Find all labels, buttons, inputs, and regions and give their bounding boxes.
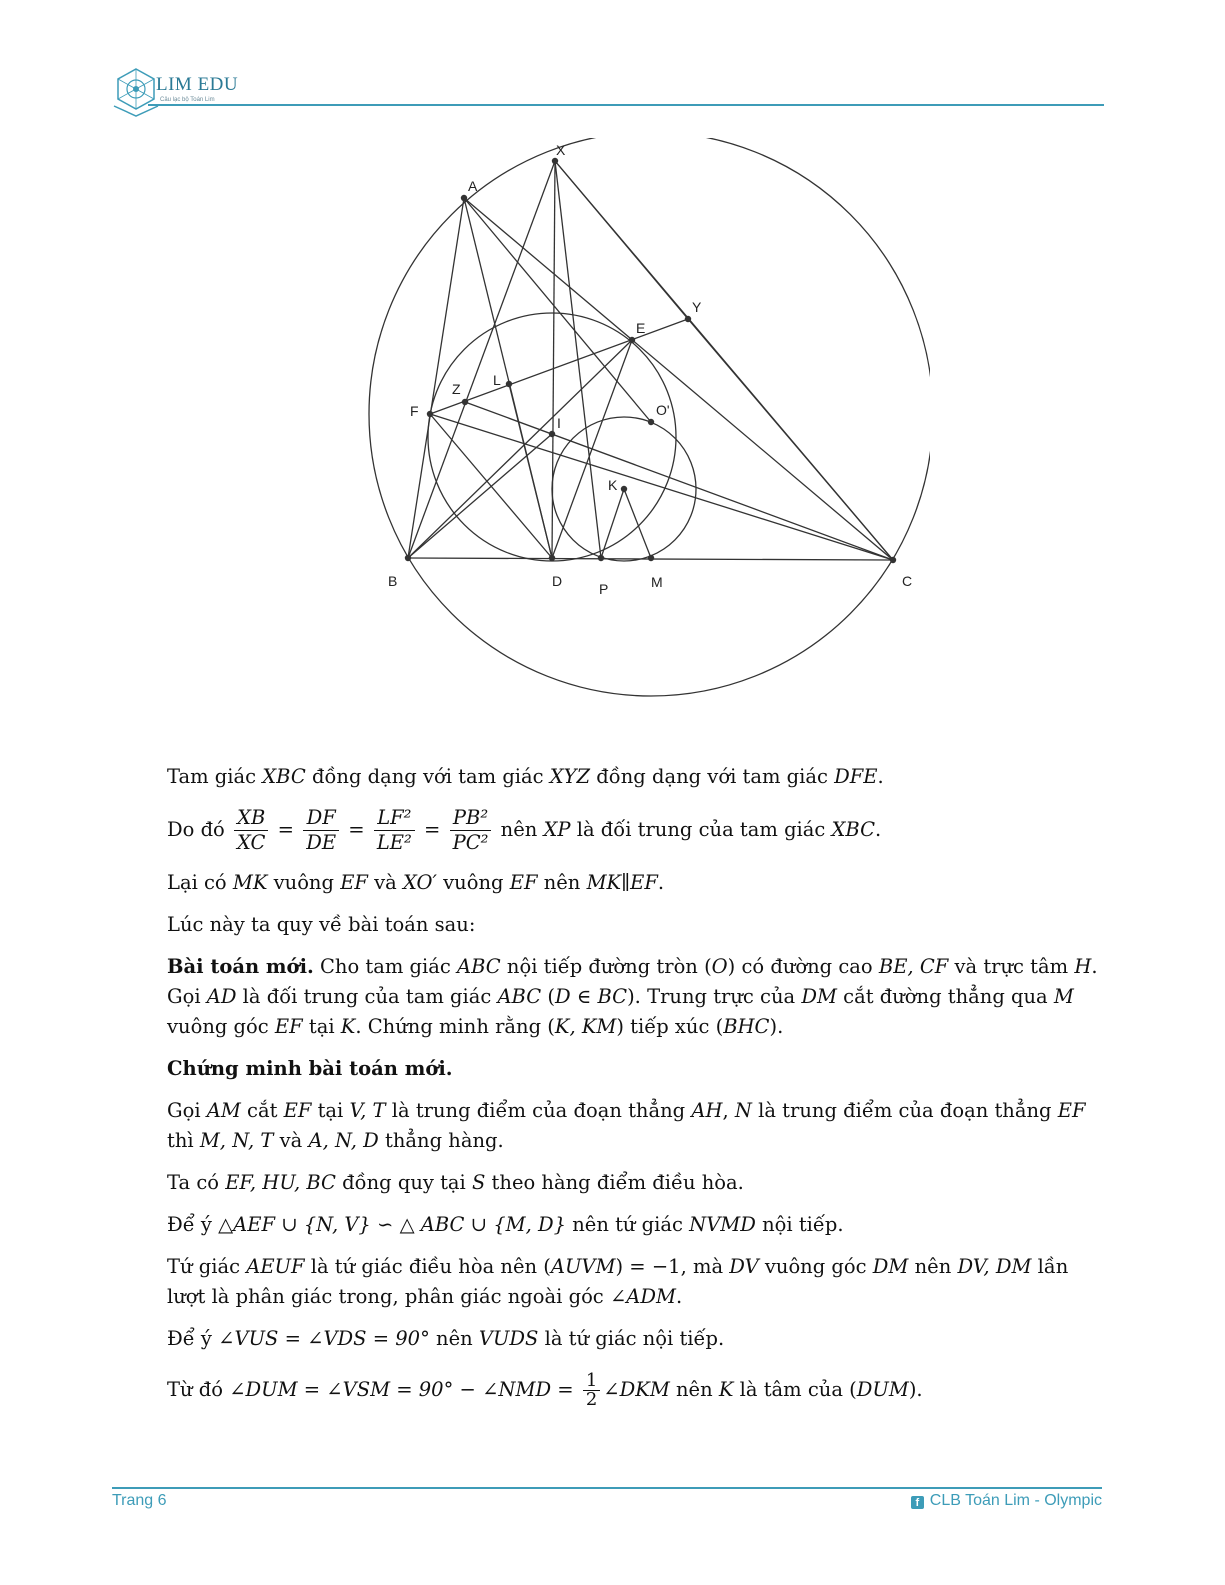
proof-text bbox=[167, 762, 1102, 1426]
footer-divider bbox=[112, 1487, 1102, 1489]
brand-tagline: Câu lạc bộ Toán Lim bbox=[160, 97, 215, 103]
paragraph-reduce: Lúc này ta quy về bài toán sau: bbox=[167, 913, 476, 936]
segment-ab bbox=[408, 198, 464, 558]
heading-proof: Chứng minh bài toán mới. bbox=[167, 1057, 453, 1080]
circumcircle bbox=[369, 138, 930, 696]
label-x: X bbox=[556, 142, 566, 158]
paragraph-cyclic-nvmd: Để ý △AEF ∪ {N, V} ∽ △ ABC ∪ {M, D} nên tứ giác NVMD nội tiếp. bbox=[167, 1213, 844, 1236]
fraction-one-half: $\frac{1}{2}$ bbox=[583, 1372, 600, 1409]
label-l: L bbox=[493, 372, 501, 388]
label-z: Z bbox=[452, 381, 461, 397]
paragraph-concurrent: Ta có EF, HU, BC đồng quy tại S theo hàng điểm điều hòa. bbox=[167, 1171, 744, 1194]
segment-ac bbox=[464, 198, 893, 560]
label-f: F bbox=[410, 403, 419, 419]
fraction-pb-pc: $\frac{\text{PB²}}{\text{PC²}}$ bbox=[450, 806, 492, 855]
paragraph-new-problem: Bài toán mới. Cho tam giác ABC nội tiếp đường tròn (O) có đường cao BE, CF và trực tâm H. Gọi AD là đối trung của tam giác ABC (D ∈ BC). Trung trực của DM cắt đường thẳng qua M vuông góc EF tại K. Chứng minh rằng (K, KM) tiếp xúc (BHC). bbox=[167, 955, 1098, 1038]
footer-club bbox=[911, 1492, 1102, 1510]
paragraph-ratio: Do đó $\frac{XB}{XC}$ = $\frac{DF}{DE}$ = $\frac{\text{LF²}}{\text{LE²}}$ = $\frac{\text{PB²}}{\text{PC²}}$ nên XP là đối trung của tam giác XBC. bbox=[167, 806, 882, 854]
label-p: P bbox=[599, 581, 609, 597]
page-number: Trang 6 bbox=[112, 1492, 167, 1509]
label-o-prime: O' bbox=[656, 402, 670, 418]
label-a: A bbox=[468, 178, 478, 194]
paragraph-conclusion: Từ đó ∠DUM = ∠VSM = 90° − ∠NMD = $\frac{1}{2}$ ∠DKM nên K là tâm của (DUM). bbox=[167, 1370, 923, 1410]
label-d: D bbox=[552, 573, 563, 589]
label-y: Y bbox=[692, 299, 702, 315]
header-divider bbox=[148, 104, 1104, 106]
label-i: I bbox=[557, 415, 561, 431]
brand-name: LIM EDU bbox=[156, 74, 239, 95]
facebook-icon: f bbox=[911, 1496, 924, 1509]
paragraph-parallel: Lại có MK vuông EF và XO′ vuông EF nên MK∥EF. bbox=[167, 871, 665, 894]
label-b: B bbox=[388, 573, 398, 589]
page-header bbox=[108, 66, 1103, 122]
paragraph-define-points: Gọi AM cắt EF tại V, T là trung điểm của đoạn thẳng AH, N là trung điểm của đoạn thẳng EF thì M, N, T và A, N, D thẳng hàng. bbox=[167, 1099, 1086, 1152]
lim-edu-logo-icon bbox=[112, 66, 160, 118]
fraction-df-de: $\frac{DF}{DE}$ bbox=[303, 806, 339, 855]
label-e: E bbox=[636, 320, 646, 336]
label-k: K bbox=[608, 477, 618, 493]
paragraph-similar-triangles: Tam giác XBC đồng dạng với tam giác XYZ đồng dạng với tam giác DFE. bbox=[167, 765, 884, 788]
geometry-figure bbox=[330, 138, 930, 720]
paragraph-harmonic: Tứ giác AEUF là tứ giác điều hòa nên (AUVM) = −1, mà DV vuông góc DM nên DV, DM lần lượt là phân giác trong, phân giác ngoài góc ∠ADM. bbox=[167, 1255, 1069, 1308]
paragraph-cyclic-vuds: Để ý ∠VUS = ∠VDS = 90° nên VUDS là tứ giác nội tiếp. bbox=[167, 1327, 725, 1350]
label-m: M bbox=[651, 574, 663, 590]
fraction-xb-xc: $\frac{XB}{XC}$ bbox=[234, 806, 268, 855]
club-name[interactable]: CLB Toán Lim - Olympic bbox=[929, 1492, 1102, 1509]
fraction-lf-le: $\frac{\text{LF²}}{\text{LE²}}$ bbox=[374, 806, 415, 855]
label-c: C bbox=[902, 573, 913, 589]
